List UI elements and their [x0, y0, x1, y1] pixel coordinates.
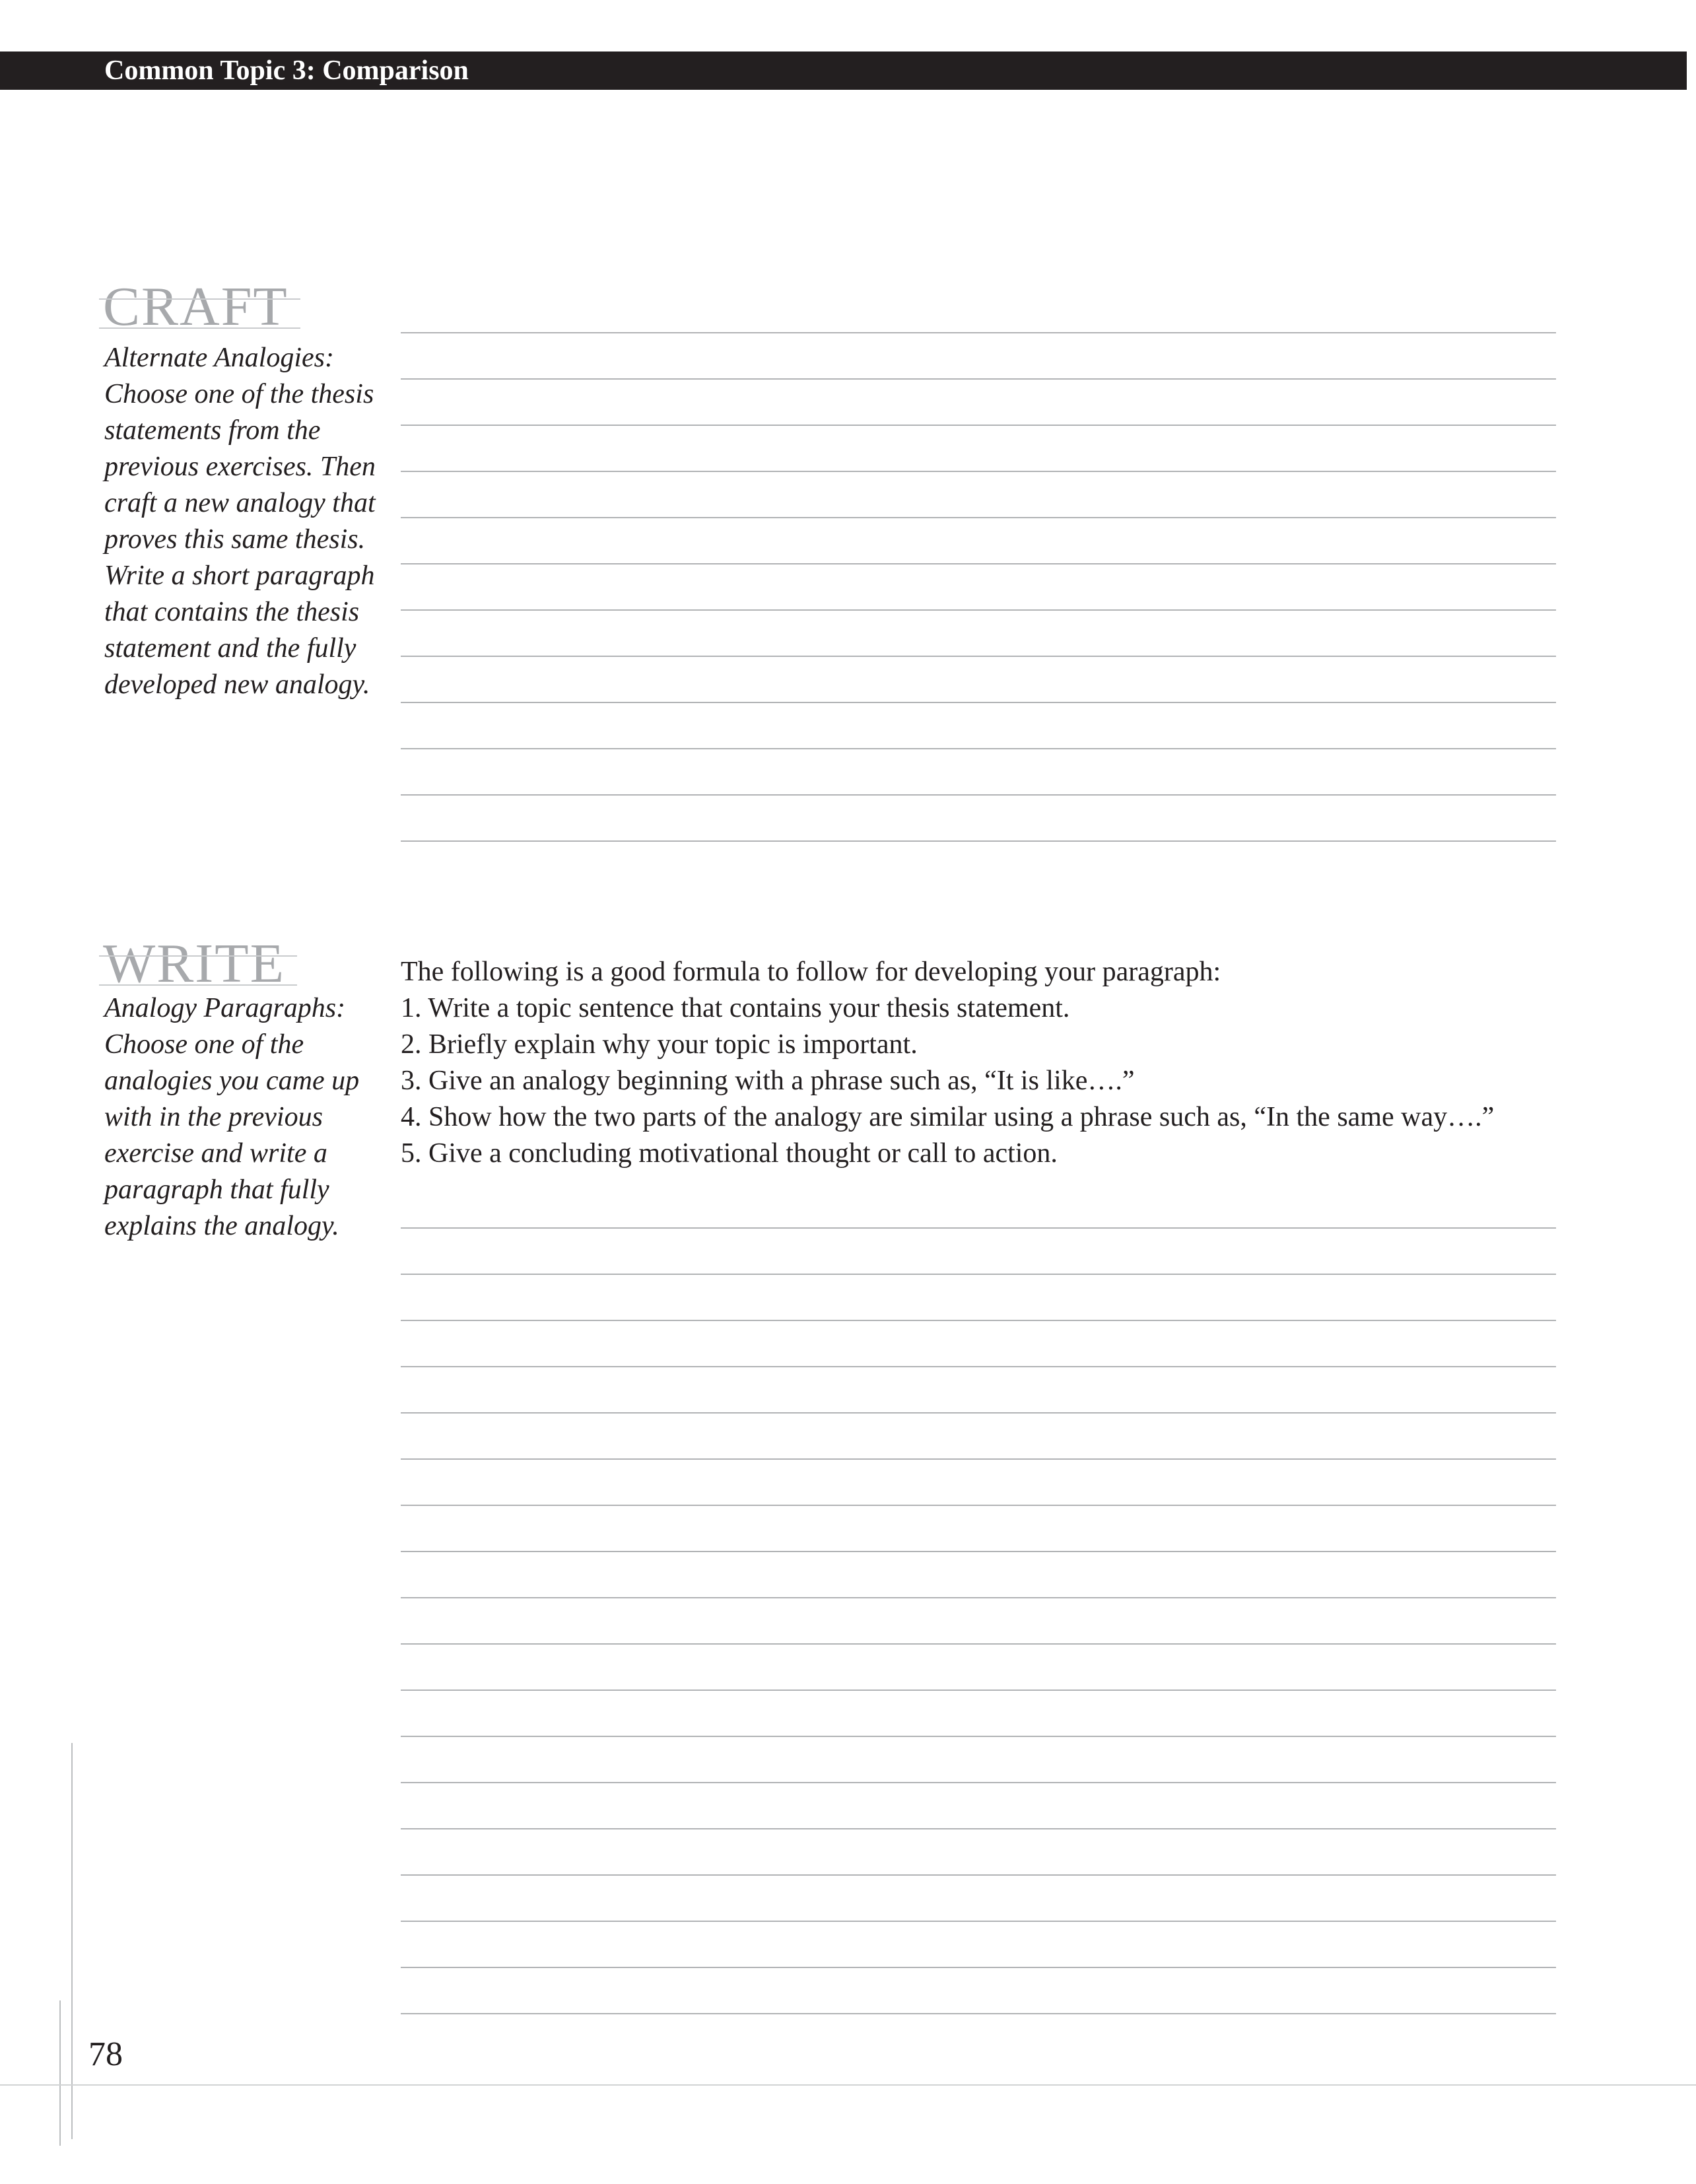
- writing-line[interactable]: [401, 1320, 1556, 1321]
- formula-step: 4. Show how the two parts of the analogy are similar using a phrase such as, “In the same way….”: [401, 1102, 1495, 1132]
- formula-instructions: [401, 954, 1655, 1172]
- writing-line[interactable]: [401, 378, 1556, 380]
- writing-line[interactable]: [401, 1274, 1556, 1275]
- header-title: Common Topic 3: Comparison: [104, 55, 469, 86]
- formula-step: 3. Give an analogy beginning with a phrase such as, “It is like….”: [401, 1066, 1135, 1096]
- write-heading: WRITE: [103, 933, 285, 994]
- formula-step: 1. Write a topic sentence that contains your thesis statement.: [401, 993, 1070, 1023]
- writing-line[interactable]: [401, 1366, 1556, 1367]
- writing-line[interactable]: [401, 702, 1556, 703]
- writing-line[interactable]: [401, 1967, 1556, 1968]
- writing-line[interactable]: [401, 1643, 1556, 1645]
- writing-line[interactable]: [401, 1782, 1556, 1783]
- craft-prompt: Alternate Analogies: Choose one of the thesis statements from the previous exercises. Then craft a new analogy that proves this same thesis. Write a short paragraph that contains the thesis statement and the fully developed new analogy.: [104, 343, 376, 700]
- writing-line[interactable]: [401, 1458, 1556, 1460]
- page-number: 78: [88, 2035, 123, 2073]
- writing-line[interactable]: [401, 1505, 1556, 1506]
- writing-line[interactable]: [401, 1597, 1556, 1598]
- write-prompt: Analogy Paragraphs: Choose one of the analogies you came up with in the previous exercise and write a paragraph that fully explains the analogy.: [104, 993, 360, 1241]
- writing-line[interactable]: [401, 332, 1556, 333]
- writing-line[interactable]: [401, 2013, 1556, 2014]
- writing-line[interactable]: [401, 1689, 1556, 1691]
- writing-line[interactable]: [401, 840, 1556, 842]
- writing-line[interactable]: [401, 425, 1556, 426]
- header-bar: [0, 51, 1687, 90]
- writing-line[interactable]: [401, 1874, 1556, 1876]
- writing-line[interactable]: [401, 748, 1556, 749]
- writing-line[interactable]: [401, 1227, 1556, 1229]
- writing-line[interactable]: [401, 1736, 1556, 1737]
- formula-intro: The following is a good formula to follow for developing your paragraph:: [401, 957, 1221, 987]
- writing-line[interactable]: [401, 1412, 1556, 1414]
- writing-line[interactable]: [401, 517, 1556, 518]
- writing-line[interactable]: [401, 1921, 1556, 1922]
- craft-heading: CRAFT: [103, 276, 288, 337]
- writing-line[interactable]: [401, 1551, 1556, 1552]
- formula-step: 5. Give a concluding motivational thought or call to action.: [401, 1138, 1058, 1169]
- writing-line[interactable]: [401, 794, 1556, 796]
- writing-line[interactable]: [401, 1828, 1556, 1829]
- crop-mark: [0, 2084, 1696, 2086]
- crop-mark: [71, 1743, 73, 2139]
- writing-line[interactable]: [401, 471, 1556, 472]
- writing-line[interactable]: [401, 656, 1556, 657]
- formula-step: 2. Briefly explain why your topic is important.: [401, 1029, 918, 1060]
- writing-line[interactable]: [401, 609, 1556, 611]
- writing-line[interactable]: [401, 563, 1556, 564]
- crop-mark: [59, 2000, 61, 2146]
